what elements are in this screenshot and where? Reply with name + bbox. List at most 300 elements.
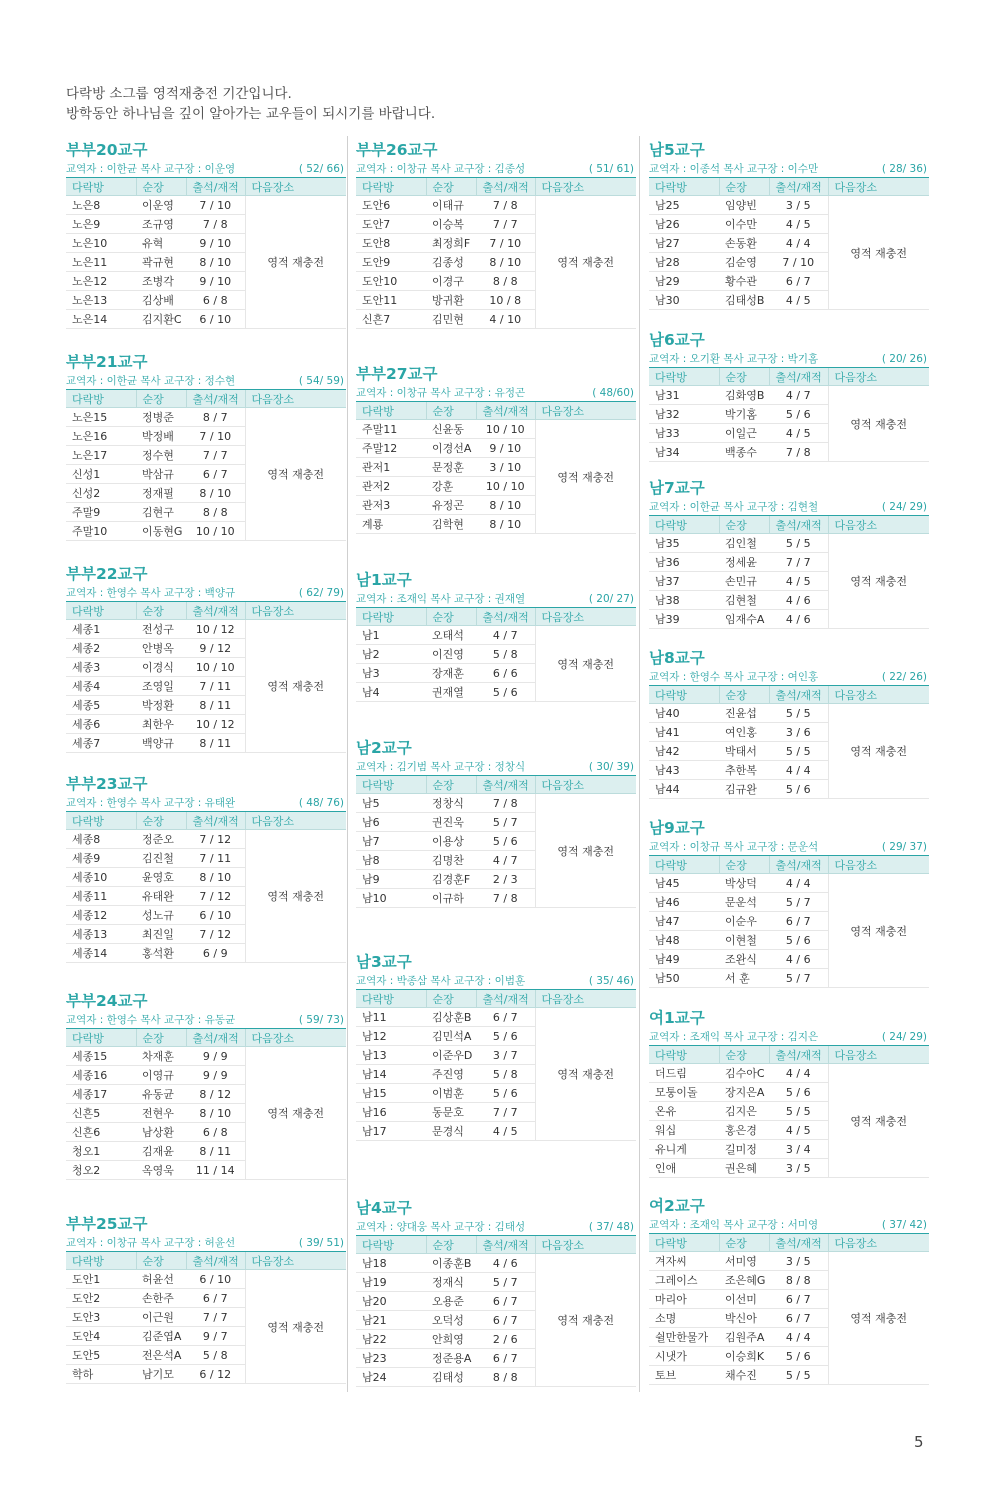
attendance-count: 10 / 12 bbox=[186, 715, 245, 734]
header-next-place: 다음장소 bbox=[535, 608, 636, 626]
district-group bbox=[649, 1196, 929, 1385]
group-name: 남23 bbox=[356, 1349, 426, 1368]
group-name: 관저3 bbox=[356, 496, 426, 515]
leader-name: 백양규 bbox=[136, 734, 186, 753]
header-leader: 순장 bbox=[136, 390, 186, 408]
attendance-count: 8 / 10 bbox=[186, 868, 245, 887]
attendance-count: 7 / 11 bbox=[186, 677, 245, 696]
group-name: 노은12 bbox=[66, 272, 136, 291]
attendance-count: 5 / 8 bbox=[476, 645, 535, 664]
group-name: 노은15 bbox=[66, 408, 136, 427]
header-attendance: 출석/재적 bbox=[769, 516, 828, 534]
leader-name: 김화영B bbox=[719, 386, 769, 405]
header-group: 다락방 bbox=[356, 1236, 426, 1254]
leader-name: 김재윤 bbox=[136, 1142, 186, 1161]
attendance-count: 6 / 10 bbox=[186, 906, 245, 925]
group-name: 모퉁이돌 bbox=[649, 1083, 719, 1102]
leader-name: 김종성 bbox=[426, 253, 476, 272]
group-name: 도안1 bbox=[66, 1270, 136, 1289]
attendance-count: 6 / 7 bbox=[769, 912, 828, 931]
table-row bbox=[649, 534, 929, 553]
group-name: 남31 bbox=[649, 386, 719, 405]
leader-name: 길미정 bbox=[719, 1140, 769, 1159]
leader-name: 문정훈 bbox=[426, 458, 476, 477]
group-name: 마리아 bbox=[649, 1290, 719, 1309]
header-attendance: 출석/재적 bbox=[769, 1234, 828, 1252]
group-name: 남33 bbox=[649, 424, 719, 443]
district-info bbox=[649, 161, 929, 178]
group-table bbox=[66, 1029, 346, 1180]
attendance-count: 4 / 10 bbox=[476, 310, 535, 329]
attendance-count: 4 / 4 bbox=[769, 234, 828, 253]
group-name: 남25 bbox=[649, 196, 719, 215]
group-name: 남9 bbox=[356, 870, 426, 889]
group-name: 남45 bbox=[649, 874, 719, 893]
group-table bbox=[66, 812, 346, 963]
attendance-count: 5 / 5 bbox=[769, 534, 828, 553]
attendance-count: 4 / 6 bbox=[769, 610, 828, 629]
table-row bbox=[356, 196, 636, 215]
leader-name: 이영규 bbox=[136, 1066, 186, 1085]
table-row bbox=[649, 874, 929, 893]
district-staff: 교역자 : 이종석 목사 교구장 : 이수만 bbox=[649, 163, 819, 175]
leader-name: 김규완 bbox=[719, 780, 769, 799]
district-group bbox=[649, 648, 929, 799]
header-leader: 순장 bbox=[719, 856, 769, 874]
group-name: 남44 bbox=[649, 780, 719, 799]
district-group bbox=[66, 991, 346, 1180]
attendance-count: 8 / 8 bbox=[476, 1368, 535, 1387]
group-table bbox=[356, 608, 636, 702]
group-table bbox=[356, 1236, 636, 1387]
header-group: 다락방 bbox=[66, 178, 136, 196]
header-next-place: 다음장소 bbox=[245, 1029, 346, 1047]
header-group: 다락방 bbox=[649, 1046, 719, 1064]
header-attendance: 출석/재적 bbox=[476, 402, 535, 420]
attendance-count: 3 / 10 bbox=[476, 458, 535, 477]
attendance-count: 5 / 6 bbox=[476, 1084, 535, 1103]
header-next-place: 다음장소 bbox=[828, 516, 929, 534]
leader-name: 박태서 bbox=[719, 742, 769, 761]
district-staff: 교역자 : 이창규 목사 교구장 : 유정곤 bbox=[356, 387, 526, 399]
group-name: 온유 bbox=[649, 1102, 719, 1121]
attendance-count: 4 / 5 bbox=[769, 215, 828, 234]
table-row bbox=[356, 1008, 636, 1027]
leader-name: 임재수A bbox=[719, 610, 769, 629]
leader-name: 방귀환 bbox=[426, 291, 476, 310]
header-attendance: 출석/재적 bbox=[186, 178, 245, 196]
attendance-count: 8 / 11 bbox=[186, 734, 245, 753]
district-staff: 교역자 : 박종삼 목사 교구장 : 이범훈 bbox=[356, 975, 526, 987]
leader-name: 오용준 bbox=[426, 1292, 476, 1311]
district-staff: 교역자 : 조재익 목사 교구장 : 김지은 bbox=[649, 1031, 819, 1043]
attendance-count: 6 / 7 bbox=[769, 272, 828, 291]
attendance-count: 3 / 5 bbox=[769, 196, 828, 215]
attendance-ratio: ( 20/ 26) bbox=[881, 353, 927, 365]
attendance-count: 8 / 11 bbox=[186, 696, 245, 715]
next-place: 영적 재충전 bbox=[245, 1270, 346, 1384]
group-table bbox=[649, 1046, 929, 1178]
district-group bbox=[66, 1214, 346, 1384]
header-leader: 순장 bbox=[136, 602, 186, 620]
leader-name: 신윤동 bbox=[426, 420, 476, 439]
leader-name: 김원주A bbox=[719, 1328, 769, 1347]
table-row bbox=[66, 1047, 346, 1066]
attendance-count: 10 / 10 bbox=[476, 477, 535, 496]
leader-name: 채수진 bbox=[719, 1366, 769, 1385]
leader-name: 여인홍 bbox=[719, 723, 769, 742]
group-table bbox=[649, 516, 929, 629]
leader-name: 서미영 bbox=[719, 1252, 769, 1271]
leader-name: 김인철 bbox=[719, 534, 769, 553]
district-info bbox=[649, 499, 929, 516]
leader-name: 문경식 bbox=[426, 1122, 476, 1141]
group-name: 시냇가 bbox=[649, 1347, 719, 1366]
header-group: 다락방 bbox=[649, 368, 719, 386]
leader-name: 정세윤 bbox=[719, 553, 769, 572]
district-title: 남2교구 bbox=[356, 739, 412, 757]
group-name: 신흔6 bbox=[66, 1123, 136, 1142]
attendance-count: 5 / 6 bbox=[769, 1347, 828, 1366]
attendance-count: 5 / 7 bbox=[769, 893, 828, 912]
next-place: 영적 재충전 bbox=[535, 626, 636, 702]
attendance-count: 4 / 5 bbox=[769, 291, 828, 310]
group-table bbox=[66, 1252, 346, 1384]
group-table bbox=[649, 178, 929, 310]
attendance-ratio: ( 37/ 48) bbox=[588, 1221, 634, 1233]
attendance-ratio: ( 48/60) bbox=[592, 387, 634, 399]
leader-name: 진윤섭 bbox=[719, 704, 769, 723]
attendance-count: 6 / 9 bbox=[186, 944, 245, 963]
district-info bbox=[66, 161, 346, 178]
district-group bbox=[66, 352, 346, 541]
table-header-row bbox=[66, 1029, 346, 1047]
attendance-count: 5 / 7 bbox=[769, 969, 828, 988]
attendance-count: 7 / 7 bbox=[476, 215, 535, 234]
group-name: 남27 bbox=[649, 234, 719, 253]
attendance-count: 5 / 5 bbox=[769, 704, 828, 723]
attendance-count: 7 / 12 bbox=[186, 887, 245, 906]
district-title: 부부25교구 bbox=[66, 1215, 148, 1233]
group-name: 남40 bbox=[649, 704, 719, 723]
leader-name: 강훈 bbox=[426, 477, 476, 496]
attendance-count: 10 / 10 bbox=[186, 658, 245, 677]
district-info bbox=[356, 973, 636, 990]
district-info bbox=[649, 1029, 929, 1046]
header-leader: 순장 bbox=[426, 990, 476, 1008]
table-header-row bbox=[66, 812, 346, 830]
attendance-count: 4 / 4 bbox=[769, 874, 828, 893]
header-leader: 순장 bbox=[719, 1046, 769, 1064]
leader-name: 안병옥 bbox=[136, 639, 186, 658]
group-name: 세종2 bbox=[66, 639, 136, 658]
leader-name: 이용상 bbox=[426, 832, 476, 851]
header-attendance: 출석/재적 bbox=[186, 390, 245, 408]
table-header-row bbox=[356, 402, 636, 420]
attendance-count: 4 / 5 bbox=[476, 1122, 535, 1141]
group-name: 세종11 bbox=[66, 887, 136, 906]
attendance-count: 7 / 7 bbox=[186, 1308, 245, 1327]
district-info bbox=[649, 1217, 929, 1234]
attendance-count: 6 / 7 bbox=[769, 1309, 828, 1328]
leader-name: 권은혜 bbox=[719, 1159, 769, 1178]
leader-name: 조병각 bbox=[136, 272, 186, 291]
group-table bbox=[649, 368, 929, 462]
attendance-count: 2 / 3 bbox=[476, 870, 535, 889]
attendance-count: 5 / 6 bbox=[476, 1027, 535, 1046]
group-name: 청오1 bbox=[66, 1142, 136, 1161]
leader-name: 이경구 bbox=[426, 272, 476, 291]
attendance-ratio: ( 62/ 79) bbox=[298, 587, 344, 599]
attendance-count: 4 / 5 bbox=[769, 572, 828, 591]
leader-name: 김태성B bbox=[719, 291, 769, 310]
group-name: 남26 bbox=[649, 215, 719, 234]
district-staff: 교역자 : 한영수 목사 교구장 : 여인홍 bbox=[649, 671, 819, 683]
attendance-ratio: ( 51/ 61) bbox=[588, 163, 634, 175]
attendance-count: 5 / 6 bbox=[769, 931, 828, 950]
header-next-place: 다음장소 bbox=[535, 402, 636, 420]
leader-name: 김준엽A bbox=[136, 1327, 186, 1346]
leader-name: 정창식 bbox=[426, 794, 476, 813]
group-name: 세종3 bbox=[66, 658, 136, 677]
group-name: 신흔5 bbox=[66, 1104, 136, 1123]
attendance-count: 10 / 10 bbox=[476, 420, 535, 439]
group-name: 세종13 bbox=[66, 925, 136, 944]
attendance-count: 4 / 6 bbox=[769, 591, 828, 610]
district-title: 부부21교구 bbox=[66, 353, 148, 371]
leader-name: 김민석A bbox=[426, 1027, 476, 1046]
group-name: 남11 bbox=[356, 1008, 426, 1027]
header-attendance: 출석/재적 bbox=[476, 178, 535, 196]
header-next-place: 다음장소 bbox=[828, 686, 929, 704]
leader-name: 손민규 bbox=[719, 572, 769, 591]
leader-name: 최정희F bbox=[426, 234, 476, 253]
group-name: 남34 bbox=[649, 443, 719, 462]
leader-name: 박기홈 bbox=[719, 405, 769, 424]
header-group: 다락방 bbox=[649, 178, 719, 196]
district-group bbox=[66, 140, 346, 329]
district-title: 남4교구 bbox=[356, 1199, 412, 1217]
attendance-count: 4 / 6 bbox=[476, 1254, 535, 1273]
leader-name: 조규영 bbox=[136, 215, 186, 234]
district-title: 부부20교구 bbox=[66, 141, 148, 159]
table-row bbox=[649, 1252, 929, 1271]
header-leader: 순장 bbox=[719, 686, 769, 704]
header-attendance: 출석/재적 bbox=[769, 686, 828, 704]
column-divider bbox=[639, 136, 640, 1392]
attendance-count: 6 / 7 bbox=[186, 465, 245, 484]
header-leader: 순장 bbox=[136, 1029, 186, 1047]
district-title: 여1교구 bbox=[649, 1009, 705, 1027]
attendance-ratio: ( 20/ 27) bbox=[588, 593, 634, 605]
attendance-count: 7 / 12 bbox=[186, 830, 245, 849]
group-name: 노은17 bbox=[66, 446, 136, 465]
next-place: 영적 재충전 bbox=[245, 1047, 346, 1180]
group-name: 세종16 bbox=[66, 1066, 136, 1085]
table-row bbox=[649, 196, 929, 215]
group-name: 남24 bbox=[356, 1368, 426, 1387]
header-leader: 순장 bbox=[136, 1252, 186, 1270]
header-group: 다락방 bbox=[649, 516, 719, 534]
leader-name: 박삼규 bbox=[136, 465, 186, 484]
group-name: 계룡 bbox=[356, 515, 426, 534]
next-place: 영적 재충전 bbox=[535, 196, 636, 329]
leader-name: 장재훈 bbox=[426, 664, 476, 683]
attendance-count: 5 / 6 bbox=[769, 1083, 828, 1102]
leader-name: 최진일 bbox=[136, 925, 186, 944]
group-name: 남4 bbox=[356, 683, 426, 702]
attendance-count: 7 / 12 bbox=[186, 925, 245, 944]
table-header-row bbox=[649, 368, 929, 386]
next-place: 영적 재충전 bbox=[535, 420, 636, 534]
leader-name: 이운영 bbox=[136, 196, 186, 215]
next-place: 영적 재충전 bbox=[828, 874, 929, 988]
district-staff: 교역자 : 한영수 목사 교구장 : 유동균 bbox=[66, 1014, 236, 1026]
leader-name: 조은혜G bbox=[719, 1271, 769, 1290]
group-name: 남19 bbox=[356, 1273, 426, 1292]
header-attendance: 출석/재적 bbox=[186, 1252, 245, 1270]
attendance-count: 6 / 10 bbox=[186, 310, 245, 329]
table-header-row bbox=[356, 178, 636, 196]
table-row bbox=[356, 420, 636, 439]
attendance-count: 8 / 7 bbox=[186, 408, 245, 427]
table-header-row bbox=[649, 1046, 929, 1064]
intro-text bbox=[66, 84, 435, 124]
attendance-count: 10 / 12 bbox=[186, 620, 245, 639]
attendance-count: 4 / 7 bbox=[476, 851, 535, 870]
attendance-count: 11 / 14 bbox=[186, 1161, 245, 1180]
attendance-count: 6 / 6 bbox=[476, 664, 535, 683]
leader-name: 이진영 bbox=[426, 645, 476, 664]
district-staff: 교역자 : 양대웅 목사 교구장 : 김태성 bbox=[356, 1221, 526, 1233]
district-staff: 교역자 : 한영수 목사 교구장 : 유태완 bbox=[66, 797, 236, 809]
attendance-count: 9 / 7 bbox=[186, 1327, 245, 1346]
district-group bbox=[356, 738, 636, 908]
leader-name: 옥영욱 bbox=[136, 1161, 186, 1180]
attendance-count: 7 / 10 bbox=[769, 253, 828, 272]
group-name: 청오2 bbox=[66, 1161, 136, 1180]
leader-name: 장지은A bbox=[719, 1083, 769, 1102]
attendance-ratio: ( 37/ 42) bbox=[881, 1219, 927, 1231]
header-attendance: 출석/재적 bbox=[476, 608, 535, 626]
leader-name: 손동환 bbox=[719, 234, 769, 253]
leader-name: 정재필 bbox=[136, 484, 186, 503]
next-place: 영적 재충전 bbox=[828, 534, 929, 629]
table-row bbox=[356, 794, 636, 813]
group-name: 학하 bbox=[66, 1365, 136, 1384]
leader-name: 유동균 bbox=[136, 1085, 186, 1104]
attendance-ratio: ( 48/ 76) bbox=[298, 797, 344, 809]
header-group: 다락방 bbox=[649, 1234, 719, 1252]
group-name: 쉴만한물가 bbox=[649, 1328, 719, 1347]
attendance-count: 9 / 12 bbox=[186, 639, 245, 658]
group-name: 남20 bbox=[356, 1292, 426, 1311]
district-group bbox=[649, 1008, 929, 1178]
leader-name: 김상배 bbox=[136, 291, 186, 310]
group-name: 세종1 bbox=[66, 620, 136, 639]
group-table bbox=[66, 390, 346, 541]
group-name: 남1 bbox=[356, 626, 426, 645]
attendance-count: 9 / 10 bbox=[186, 234, 245, 253]
next-place: 영적 재충전 bbox=[535, 1254, 636, 1387]
district-info bbox=[356, 759, 636, 776]
leader-name: 이순우 bbox=[719, 912, 769, 931]
header-attendance: 출석/재적 bbox=[186, 812, 245, 830]
next-place: 영적 재충전 bbox=[535, 1008, 636, 1141]
group-name: 도안3 bbox=[66, 1308, 136, 1327]
group-name: 남13 bbox=[356, 1046, 426, 1065]
leader-name: 남기모 bbox=[136, 1365, 186, 1384]
district-group bbox=[356, 570, 636, 702]
group-name: 세종14 bbox=[66, 944, 136, 963]
leader-name: 정준용A bbox=[426, 1349, 476, 1368]
leader-name: 주진영 bbox=[426, 1065, 476, 1084]
attendance-count: 8 / 10 bbox=[476, 253, 535, 272]
attendance-count: 2 / 6 bbox=[476, 1330, 535, 1349]
district-staff: 교역자 : 한영수 목사 교구장 : 백양규 bbox=[66, 587, 236, 599]
table-header-row bbox=[649, 1234, 929, 1252]
attendance-count: 6 / 7 bbox=[476, 1292, 535, 1311]
district-info bbox=[66, 795, 346, 812]
district-title: 부부22교구 bbox=[66, 565, 148, 583]
attendance-count: 5 / 5 bbox=[769, 742, 828, 761]
header-attendance: 출석/재적 bbox=[769, 368, 828, 386]
group-name: 주말12 bbox=[356, 439, 426, 458]
intro-line-2: 방학동안 하나님을 깊이 알아가는 교우들이 되시기를 바랍니다. bbox=[66, 106, 436, 122]
district-info bbox=[66, 1235, 346, 1252]
page-number: 5 bbox=[914, 1433, 924, 1451]
header-next-place: 다음장소 bbox=[828, 178, 929, 196]
attendance-ratio: ( 22/ 26) bbox=[881, 671, 927, 683]
attendance-count: 8 / 11 bbox=[186, 1142, 245, 1161]
attendance-count: 3 / 5 bbox=[769, 1252, 828, 1271]
attendance-count: 8 / 12 bbox=[186, 1085, 245, 1104]
group-table bbox=[649, 1234, 929, 1385]
attendance-count: 3 / 4 bbox=[769, 1140, 828, 1159]
leader-name: 김학현 bbox=[426, 515, 476, 534]
header-next-place: 다음장소 bbox=[245, 602, 346, 620]
table-header-row bbox=[649, 686, 929, 704]
group-name: 겨자씨 bbox=[649, 1252, 719, 1271]
attendance-ratio: ( 24/ 29) bbox=[881, 1031, 927, 1043]
next-place: 영적 재충전 bbox=[245, 620, 346, 753]
leader-name: 박신아 bbox=[719, 1309, 769, 1328]
district-staff: 교역자 : 이한균 목사 교구장 : 정수현 bbox=[66, 375, 236, 387]
group-name: 남16 bbox=[356, 1103, 426, 1122]
leader-name: 정수현 bbox=[136, 446, 186, 465]
header-leader: 순장 bbox=[719, 368, 769, 386]
group-name: 관저2 bbox=[356, 477, 426, 496]
table-header-row bbox=[356, 608, 636, 626]
attendance-count: 7 / 11 bbox=[186, 849, 245, 868]
attendance-count: 6 / 7 bbox=[769, 1290, 828, 1309]
attendance-count: 9 / 9 bbox=[186, 1047, 245, 1066]
group-name: 신성2 bbox=[66, 484, 136, 503]
leader-name: 이선미 bbox=[719, 1290, 769, 1309]
attendance-count: 10 / 10 bbox=[186, 522, 245, 541]
attendance-count: 9 / 10 bbox=[476, 439, 535, 458]
group-name: 그레이스 bbox=[649, 1271, 719, 1290]
group-name: 남41 bbox=[649, 723, 719, 742]
group-table bbox=[66, 178, 346, 329]
attendance-count: 4 / 7 bbox=[476, 626, 535, 645]
table-row bbox=[66, 830, 346, 849]
header-next-place: 다음장소 bbox=[828, 856, 929, 874]
attendance-count: 5 / 5 bbox=[769, 1102, 828, 1121]
attendance-count: 7 / 8 bbox=[769, 443, 828, 462]
table-header-row bbox=[356, 776, 636, 794]
district-info bbox=[66, 585, 346, 602]
